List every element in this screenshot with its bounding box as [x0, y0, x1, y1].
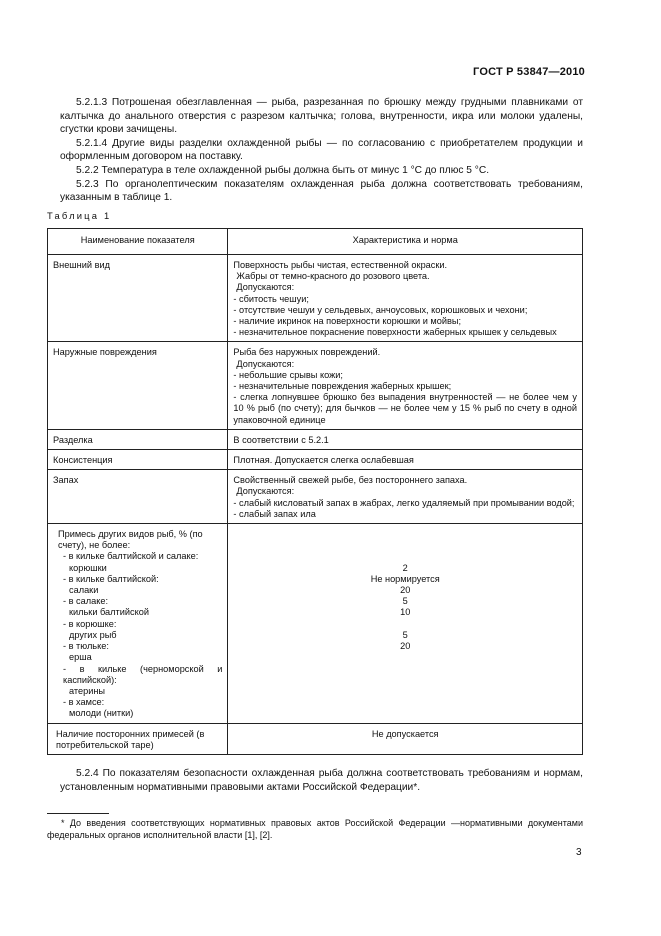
- value-line: Жабры от темно-красного до розового цвета.: [236, 271, 430, 282]
- row-value: [228, 342, 583, 429]
- admixture-label: атерины: [69, 685, 106, 696]
- admixture-title: Примесь других видов рыб, % (по счету), не более:: [58, 529, 203, 551]
- value-line: - отсутствие чешуи у сельдевых, анчоусовых, корюшковых и чехони;: [233, 304, 528, 315]
- footnote-divider: [47, 813, 109, 814]
- paragraph-5-2-1-3: 5.2.1.3 Потрошеная обезглавленная — рыба, разрезанная по брюшку между грудными плавниками от калтычка до анального отверстия с разрезом калтычка; голова, внутренности, икра или молоки удалены, сгустки крови зачищены.: [60, 97, 583, 136]
- admixture-label: - в кильке балтийской:: [63, 573, 159, 584]
- after-table-text: [60, 767, 583, 794]
- row-name: Наружные повреждения: [48, 342, 228, 429]
- table-label: Таблица 1: [47, 210, 112, 221]
- admixture-value: 10: [400, 607, 411, 618]
- row-name: Консистенция: [48, 450, 228, 470]
- paragraph-5-2-1-4: 5.2.1.4 Другие виды разделки охлажденной рыбы — по согласованию с приобретателем продукции и оформленным договором на поставку.: [60, 137, 583, 163]
- value-line: - слабый запах ила: [233, 508, 316, 519]
- value-line: - наличие икринок на поверхности корюшки и мойвы;: [233, 316, 462, 327]
- row-name: Запах: [48, 470, 228, 524]
- table-row: [48, 723, 583, 754]
- value-line: - сбитость чешуи;: [233, 293, 309, 304]
- table-row: [48, 470, 583, 524]
- admixture-label: - в кильке (черноморской и каспийской):: [63, 663, 223, 685]
- admixture-label: - в салаке:: [63, 596, 109, 607]
- admixture-label: - в корюшке:: [63, 618, 117, 629]
- admixture-label: корюшки: [69, 562, 107, 573]
- organoleptic-table: [47, 228, 583, 755]
- admixture-label: салаки: [69, 585, 99, 596]
- footnote-text: * До введения соответствующих нормативных правовых актов Российской Федерации —нормативными документами федеральных органов исполнительной власти [1], [2].: [47, 818, 583, 840]
- admixture-label: - в хамсе:: [63, 697, 105, 708]
- admixture-value: 20: [400, 585, 411, 596]
- admixture-value: 5: [402, 596, 408, 607]
- row-name: Разделка: [48, 429, 228, 449]
- row-value: [228, 524, 583, 723]
- table-row: [48, 342, 583, 429]
- admixture-label: молоди (нитки): [69, 708, 134, 719]
- value-line: Допускаются:: [236, 282, 295, 293]
- admixture-value: 2: [402, 562, 408, 573]
- value-line: - слабый кисловатый запах в жабрах, легко удаляемый при промывании водой;: [233, 497, 575, 508]
- admixture-label: - в кильке балтийской и салаке:: [63, 551, 199, 562]
- header-characteristic: Характеристика и норма: [228, 229, 583, 255]
- row-value: [228, 255, 583, 342]
- value-line: Рыба без наружных повреждений.: [233, 347, 381, 358]
- footnote: [47, 817, 583, 841]
- value-line: - слегка лопнувшее брюшко без выпадения внутренностей — не более чем у 10 % рыб (по счету); для бычков — не более чем у 15 % рыб по счету в одной упаковочной единице: [233, 392, 577, 425]
- value-line: Допускаются:: [236, 358, 295, 369]
- row-name: Внешний вид: [48, 255, 228, 342]
- paragraph-5-2-2: 5.2.2 Температура в теле охлажденной рыбы должна быть от минус 1 °С до плюс 5 °С.: [76, 164, 490, 176]
- document-id: ГОСТ Р 53847—2010: [473, 66, 585, 78]
- table-row: [48, 255, 583, 342]
- admixture-value: 5: [402, 629, 408, 640]
- value-line: Допускаются:: [236, 486, 295, 497]
- paragraph-5-2-3: 5.2.3 По органолептическим показателям охлажденная рыба должна соответствовать требованиям, указанным в таблице 1.: [60, 178, 583, 204]
- page-number: 3: [576, 847, 582, 858]
- table-row: [48, 524, 583, 723]
- row-name: Наличие посторонних примесей (в потребительской таре): [48, 723, 228, 754]
- table-header-row: [48, 229, 583, 255]
- admixture-label: - в тюльке:: [63, 641, 109, 652]
- paragraph-5-2-4: 5.2.4 По показателям безопасности охлажденная рыба должна соответствовать требованиям и нормам, установленным нормативными правовыми актами Российской Федерации*.: [60, 768, 583, 793]
- row-name: [48, 524, 228, 723]
- value-line: Свойственный свежей рыбе, без постороннего запаха.: [233, 475, 468, 486]
- table-row: [48, 429, 583, 449]
- admixture-value: 20: [400, 641, 411, 652]
- value-line: - незначительные повреждения жаберных крышек;: [233, 381, 452, 392]
- value-line: - небольшие срывы кожи;: [233, 369, 343, 380]
- admixture-value: Не нормируется: [370, 573, 440, 584]
- admixture-label: ерша: [69, 652, 92, 663]
- value-line: - незначительное покраснение поверхности жаберных крышек у сельдевых: [233, 327, 557, 338]
- header-indicator: Наименование показателя: [48, 229, 228, 255]
- value-line: Поверхность рыбы чистая, естественной окраски.: [233, 260, 448, 270]
- row-value: В соответствии с 5.2.1: [228, 429, 583, 449]
- table-row: [48, 450, 583, 470]
- row-value: Не допускается: [228, 723, 583, 754]
- admixture-label: кильки балтийской: [69, 607, 149, 618]
- row-value: [228, 470, 583, 524]
- intro-text: [60, 96, 583, 205]
- row-value: Плотная. Допускается слегка ослабевшая: [228, 450, 583, 470]
- admixture-label: других рыб: [69, 629, 117, 640]
